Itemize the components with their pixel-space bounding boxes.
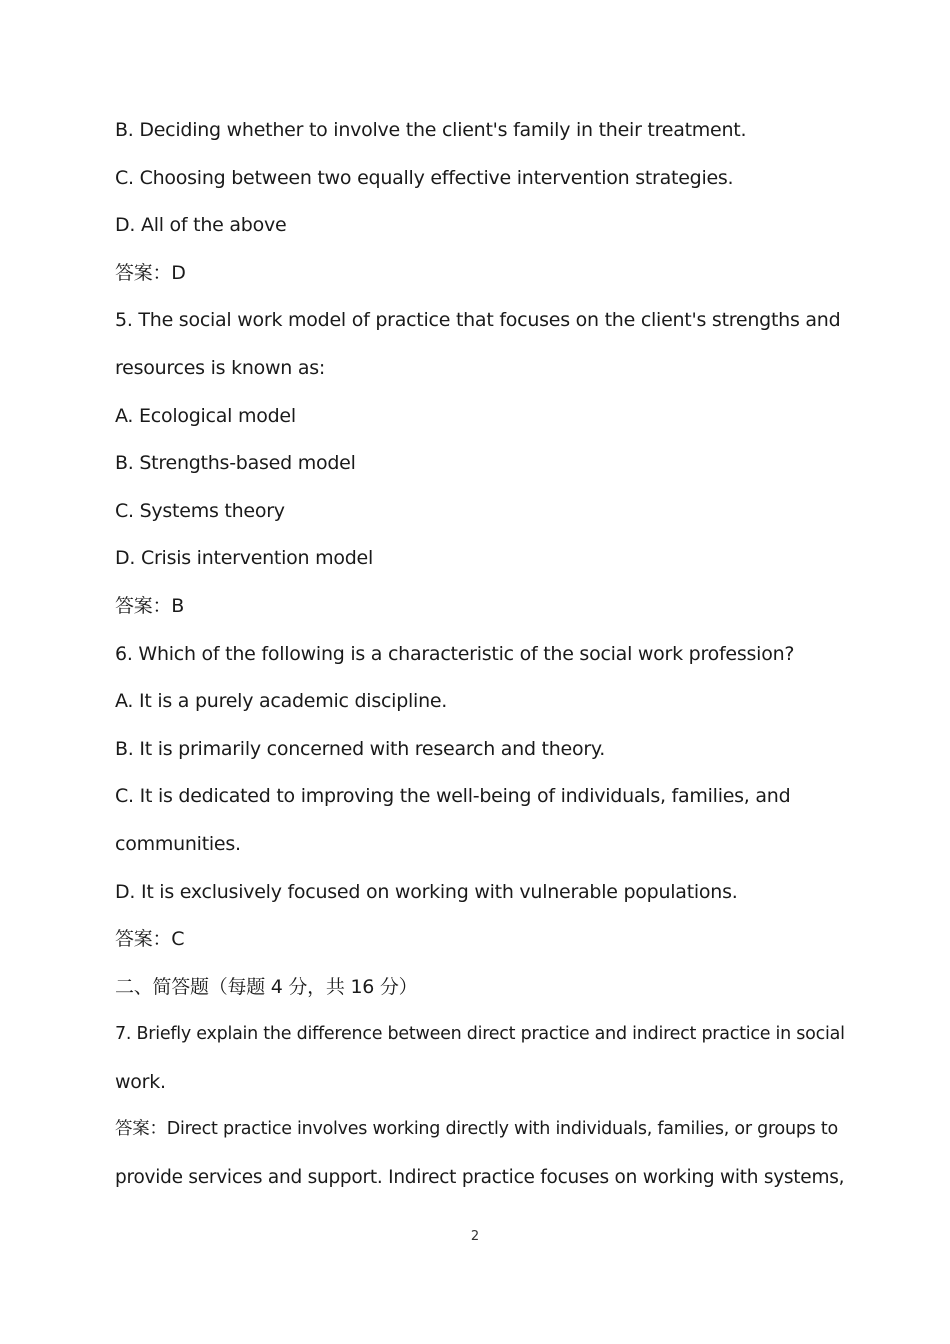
option-6d: D. It is exclusively focused on working with vulnerable populations. [115, 880, 738, 903]
document-body [115, 107, 845, 1202]
answer-7: 答案：Direct practice involves working directly with individuals, families, or groups to [115, 1119, 838, 1140]
option-4c: C. Choosing between two equally effective intervention strategies. [115, 166, 734, 189]
option-4d: D. All of the above [115, 214, 287, 237]
question-7-continued: work. [115, 1070, 166, 1093]
option-6a: A. It is a purely academic discipline. [115, 690, 448, 713]
question-7: 7. Briefly explain the difference between direct practice and indirect practice in social [115, 1024, 845, 1045]
answer-5: 答案：B [115, 594, 185, 617]
question-5-continued: resources is known as: [115, 356, 326, 379]
option-6c: C. It is dedicated to improving the well-being of individuals, families, and [115, 785, 791, 808]
answer-7-continued: provide services and support. Indirect practice focuses on working with systems, [115, 1167, 845, 1189]
page-number: 2 [470, 1229, 480, 1244]
option-5a: A. Ecological model [115, 404, 296, 427]
section-heading-short-answer: 二、简答题（每题 4 分，共 16 分） [115, 975, 418, 998]
option-5d: D. Crisis intervention model [115, 547, 374, 570]
answer-6: 答案：C [115, 928, 185, 951]
question-5: 5. The social work model of practice that focuses on the client's strengths and [115, 309, 841, 332]
option-6c-continued: communities. [115, 832, 241, 855]
question-6: 6. Which of the following is a characteristic of the social work profession? [115, 642, 795, 665]
option-6b: B. It is primarily concerned with research and theory. [115, 737, 605, 760]
answer-4: 答案：D [115, 261, 186, 284]
option-4b: B. Deciding whether to involve the client's family in their treatment. [115, 119, 747, 141]
option-5b: B. Strengths-based model [115, 452, 356, 475]
option-5c: C. Systems theory [115, 499, 285, 522]
